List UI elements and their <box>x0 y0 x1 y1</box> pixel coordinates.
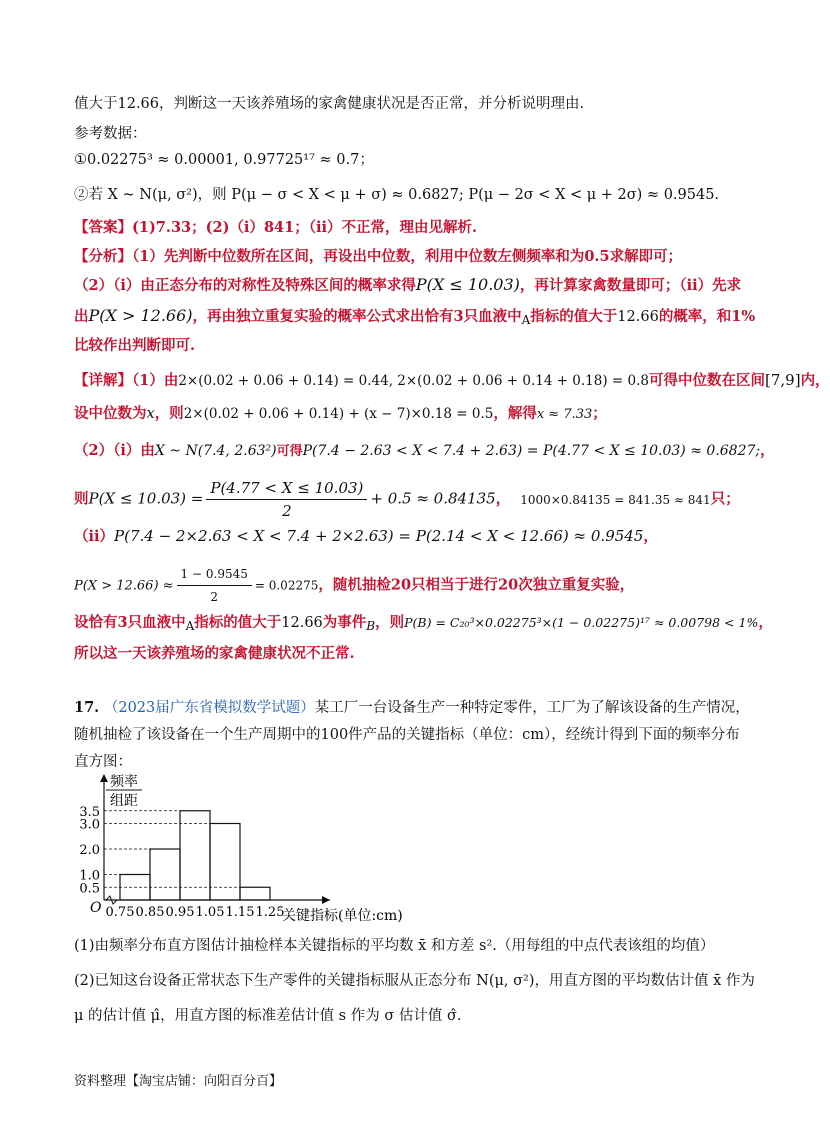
detail-formula-3a: X ~ N(7.4, 2.63²) <box>154 443 277 459</box>
x-tick-label: 1.05 <box>195 905 225 920</box>
detail-text-5c: ， <box>643 528 658 545</box>
x-tick-label: 1.15 <box>225 905 255 920</box>
detail-formula-3b: P(7.4 − 2.63 < X < 7.4 + 2.63) = P(4.77 < X ≤ 10.03) ≈ 0.6827; <box>302 443 761 459</box>
detail-text-7g: ，则 <box>375 614 405 631</box>
detail-text-2a: 设中位数为 <box>74 405 147 422</box>
detail-formula-1: 2×(0.02 + 0.06 + 0.14) = 0.44, 2×(0.02 + 0.06 + 0.14 + 0.18) = 0.8 <box>178 373 649 389</box>
x-axis-arrow-icon <box>322 896 330 904</box>
detail-text-6c: ，随机抽检20只相当于进行20次独立重复实验， <box>318 576 635 594</box>
question-17-line-1 <box>74 698 750 718</box>
detail-line-6 <box>74 563 734 608</box>
y-axis-label-bottom: 组距 <box>110 793 138 809</box>
detail-text-7a: 设恰有3只血液中 <box>74 614 186 631</box>
reference-data-1: ①0.02275³ ≈ 0.00001, 0.97725¹⁷ ≈ 0.7； <box>74 152 374 168</box>
question-17-line-3: 直方图： <box>74 754 132 770</box>
question-source: （2023届广东省模拟数学试题） <box>103 700 315 716</box>
histogram-bar-3 <box>180 811 210 900</box>
y-tick-label: 0.5 <box>79 881 100 897</box>
x-tick-label: 0.75 <box>105 905 135 920</box>
detail-line-7 <box>74 613 773 636</box>
analysis-text-3e: 指标的值大于 <box>530 308 618 325</box>
detail-text-1a: （1）由 <box>132 372 179 389</box>
detail-line-8: 所以这一天该养殖场的家禽健康状况不正常. <box>74 645 355 662</box>
fraction-denominator: 2 <box>282 502 292 520</box>
question-continuation: 值大于12.66，判断这一天该养殖场的家禽健康状况是否正常，并分析说明理由. <box>74 96 585 112</box>
analysis-line-1 <box>74 247 734 267</box>
detail-formula-6b: = 0.02275 <box>254 578 319 593</box>
footer-credit: 资料整理【淘宝店铺：向阳百分百】 <box>74 1074 283 1089</box>
question-text-a: 某工厂一台设备生产一种特定零件，工厂为了解该设备的生产情况， <box>314 700 750 716</box>
fraction-numerator: P(4.77 < X ≤ 10.03) <box>206 477 367 500</box>
analysis-line-4: 比较作出判断即可. <box>74 337 196 354</box>
detail-text-1c: 可得中位数在区间 <box>649 372 765 389</box>
detail-text-3c: 可得 <box>276 444 303 459</box>
analysis-formula-2: P(X ≤ 10.03) <box>415 275 520 294</box>
detail-tag: 【详解】 <box>74 372 132 389</box>
y-tick-label: 3.0 <box>79 817 100 833</box>
analysis-text-3c: ，再由独立重复实验的概率公式求出恰有3只血液中 <box>192 308 522 325</box>
detail-line-2 <box>74 404 734 425</box>
histogram-bar-4 <box>210 824 240 901</box>
analysis-text-3g: 的概率，和1% <box>658 308 756 325</box>
detail-fraction-6 <box>177 563 252 608</box>
x-axis-label: 关键指标(单位:cm) <box>282 908 403 924</box>
analysis-text-1: （1）先判断中位数所在区间，再设出中位数，利用中位数左侧频率和为0.5求解即可； <box>132 248 683 265</box>
y-tick-label: 1.0 <box>79 868 100 884</box>
histogram-bars <box>120 811 270 900</box>
question-17-line-2: 随机抽检了该设备在一个生产周期中的100件产品的关键指标（单位：cm），经统计得到下面的频率分布 <box>74 727 740 743</box>
detail-formula-7: P(B) = C₂₀³×0.02275³×(1 − 0.02275)¹⁷ ≈ 0.00798 < 1% <box>404 615 759 630</box>
detail-text-2c: ，则 <box>154 405 184 422</box>
analysis-line-2 <box>74 275 742 296</box>
subquestion-2-continued: μ 的估计值 μ̂，用直方图的标准差估计值 s 作为 σ 估计值 σ̂. <box>74 1008 462 1024</box>
histogram-bar-2 <box>150 849 180 900</box>
subquestion-1: (1)由频率分布直方图估计抽检样本关键指标的平均数 x̄ 和方差 s².（用每组的中点代表该组的均值） <box>74 938 715 954</box>
analysis-formula-3: P(X > 12.66) <box>88 306 193 325</box>
analysis-line-3 <box>74 306 756 330</box>
detail-text-3a: （2）（i）由 <box>74 442 155 459</box>
analysis-tag: 【分析】 <box>74 248 132 265</box>
reference-data-heading: 参考数据： <box>74 126 147 142</box>
frequency-histogram <box>74 772 434 932</box>
detail-fraction-4 <box>206 477 367 522</box>
subquestion-2: (2)已知这台设备正常状态下生产零件的关键指标服从正态分布 N(μ, σ²)，用直方图的平均数估计值 x̄ 作为 <box>74 973 755 989</box>
detail-result-x: x ≈ 7.33 <box>536 407 593 422</box>
y-tick-label: 2.0 <box>79 843 100 858</box>
detail-text-4f: 只； <box>710 490 740 508</box>
detail-text-2e: ，解得 <box>493 405 537 422</box>
detail-line-3 <box>74 441 775 462</box>
detail-formula-6a: P(X > 12.66) ≈ <box>74 578 174 594</box>
detail-formula-4a: P(X ≤ 10.03) = <box>88 489 204 508</box>
detail-line-4 <box>74 477 740 522</box>
answer-line <box>74 218 734 238</box>
x-tick-label: 0.95 <box>165 905 195 920</box>
detail-index-a: A <box>185 619 195 633</box>
analysis-index-a: A <box>521 313 531 327</box>
histogram-labels <box>79 774 402 924</box>
detail-formula-5: P(7.4 − 2×2.63 < X < 7.4 + 2×2.63) = P(2.14 < X < 12.66) ≈ 0.9545 <box>114 527 644 545</box>
detail-text-2g: ； <box>592 405 607 422</box>
detail-line-5 <box>74 526 734 547</box>
answer-text: (1)7.33；(2)（i）841；（ii）不正常，理由见解析. <box>132 219 478 236</box>
analysis-text-3a: 出 <box>74 308 89 325</box>
analysis-value-3f: 12.66 <box>617 309 659 325</box>
x-tick-label: 1.25 <box>255 905 285 920</box>
analysis-text-2c: ，再计算家禽数量即可；（ii）先求 <box>519 277 742 294</box>
fraction-denominator: 2 <box>210 590 219 604</box>
detail-text-7c: 指标的值大于 <box>194 614 282 631</box>
y-axis-arrow-icon <box>100 774 108 782</box>
y-tick-label: 3.5 <box>79 804 100 820</box>
detail-var-x: x <box>146 406 155 422</box>
question-number: 17. <box>74 699 100 716</box>
detail-text-5a: （ii） <box>74 528 115 545</box>
x-tick-label: 0.85 <box>135 905 165 920</box>
fraction-numerator: 1 − 0.9545 <box>177 563 252 586</box>
y-axis-label-top: 频率 <box>110 774 138 790</box>
detail-text-7i: ， <box>758 614 773 631</box>
detail-text-7e: 为事件 <box>322 614 367 631</box>
detail-text-1e: 内， <box>800 372 830 389</box>
detail-interval: [7,9] <box>765 371 801 389</box>
detail-formula-2: 2×(0.02 + 0.06 + 0.14) + (x − 7)×0.18 = 0.5 <box>183 406 494 422</box>
analysis-text-2a: （2）（i）由正态分布的对称性及特殊区间的概率求得 <box>74 277 416 294</box>
detail-event-b: B <box>366 619 376 633</box>
detail-formula-4c: 1000×0.84135 = 841.35 ≈ 841 <box>520 492 711 507</box>
detail-text-3e: ， <box>760 442 775 459</box>
detail-formula-4b: + 0.5 ≈ 0.84135 <box>370 489 496 508</box>
detail-text-4a: 则 <box>74 490 89 508</box>
detail-line-1 <box>74 370 830 391</box>
answer-tag: 【答案】 <box>74 219 132 236</box>
detail-value-7d: 12.66 <box>281 615 323 631</box>
detail-text-4d: ， <box>495 490 511 508</box>
reference-data-2: ②若 X ~ N(μ, σ²)，则 P(μ − σ < X < μ + σ) ≈ 0.6827; P(μ − 2σ < X < μ + 2σ) ≈ 0.9545. <box>74 187 720 203</box>
histogram-bar-5 <box>240 887 270 900</box>
origin-label: O <box>90 900 102 916</box>
